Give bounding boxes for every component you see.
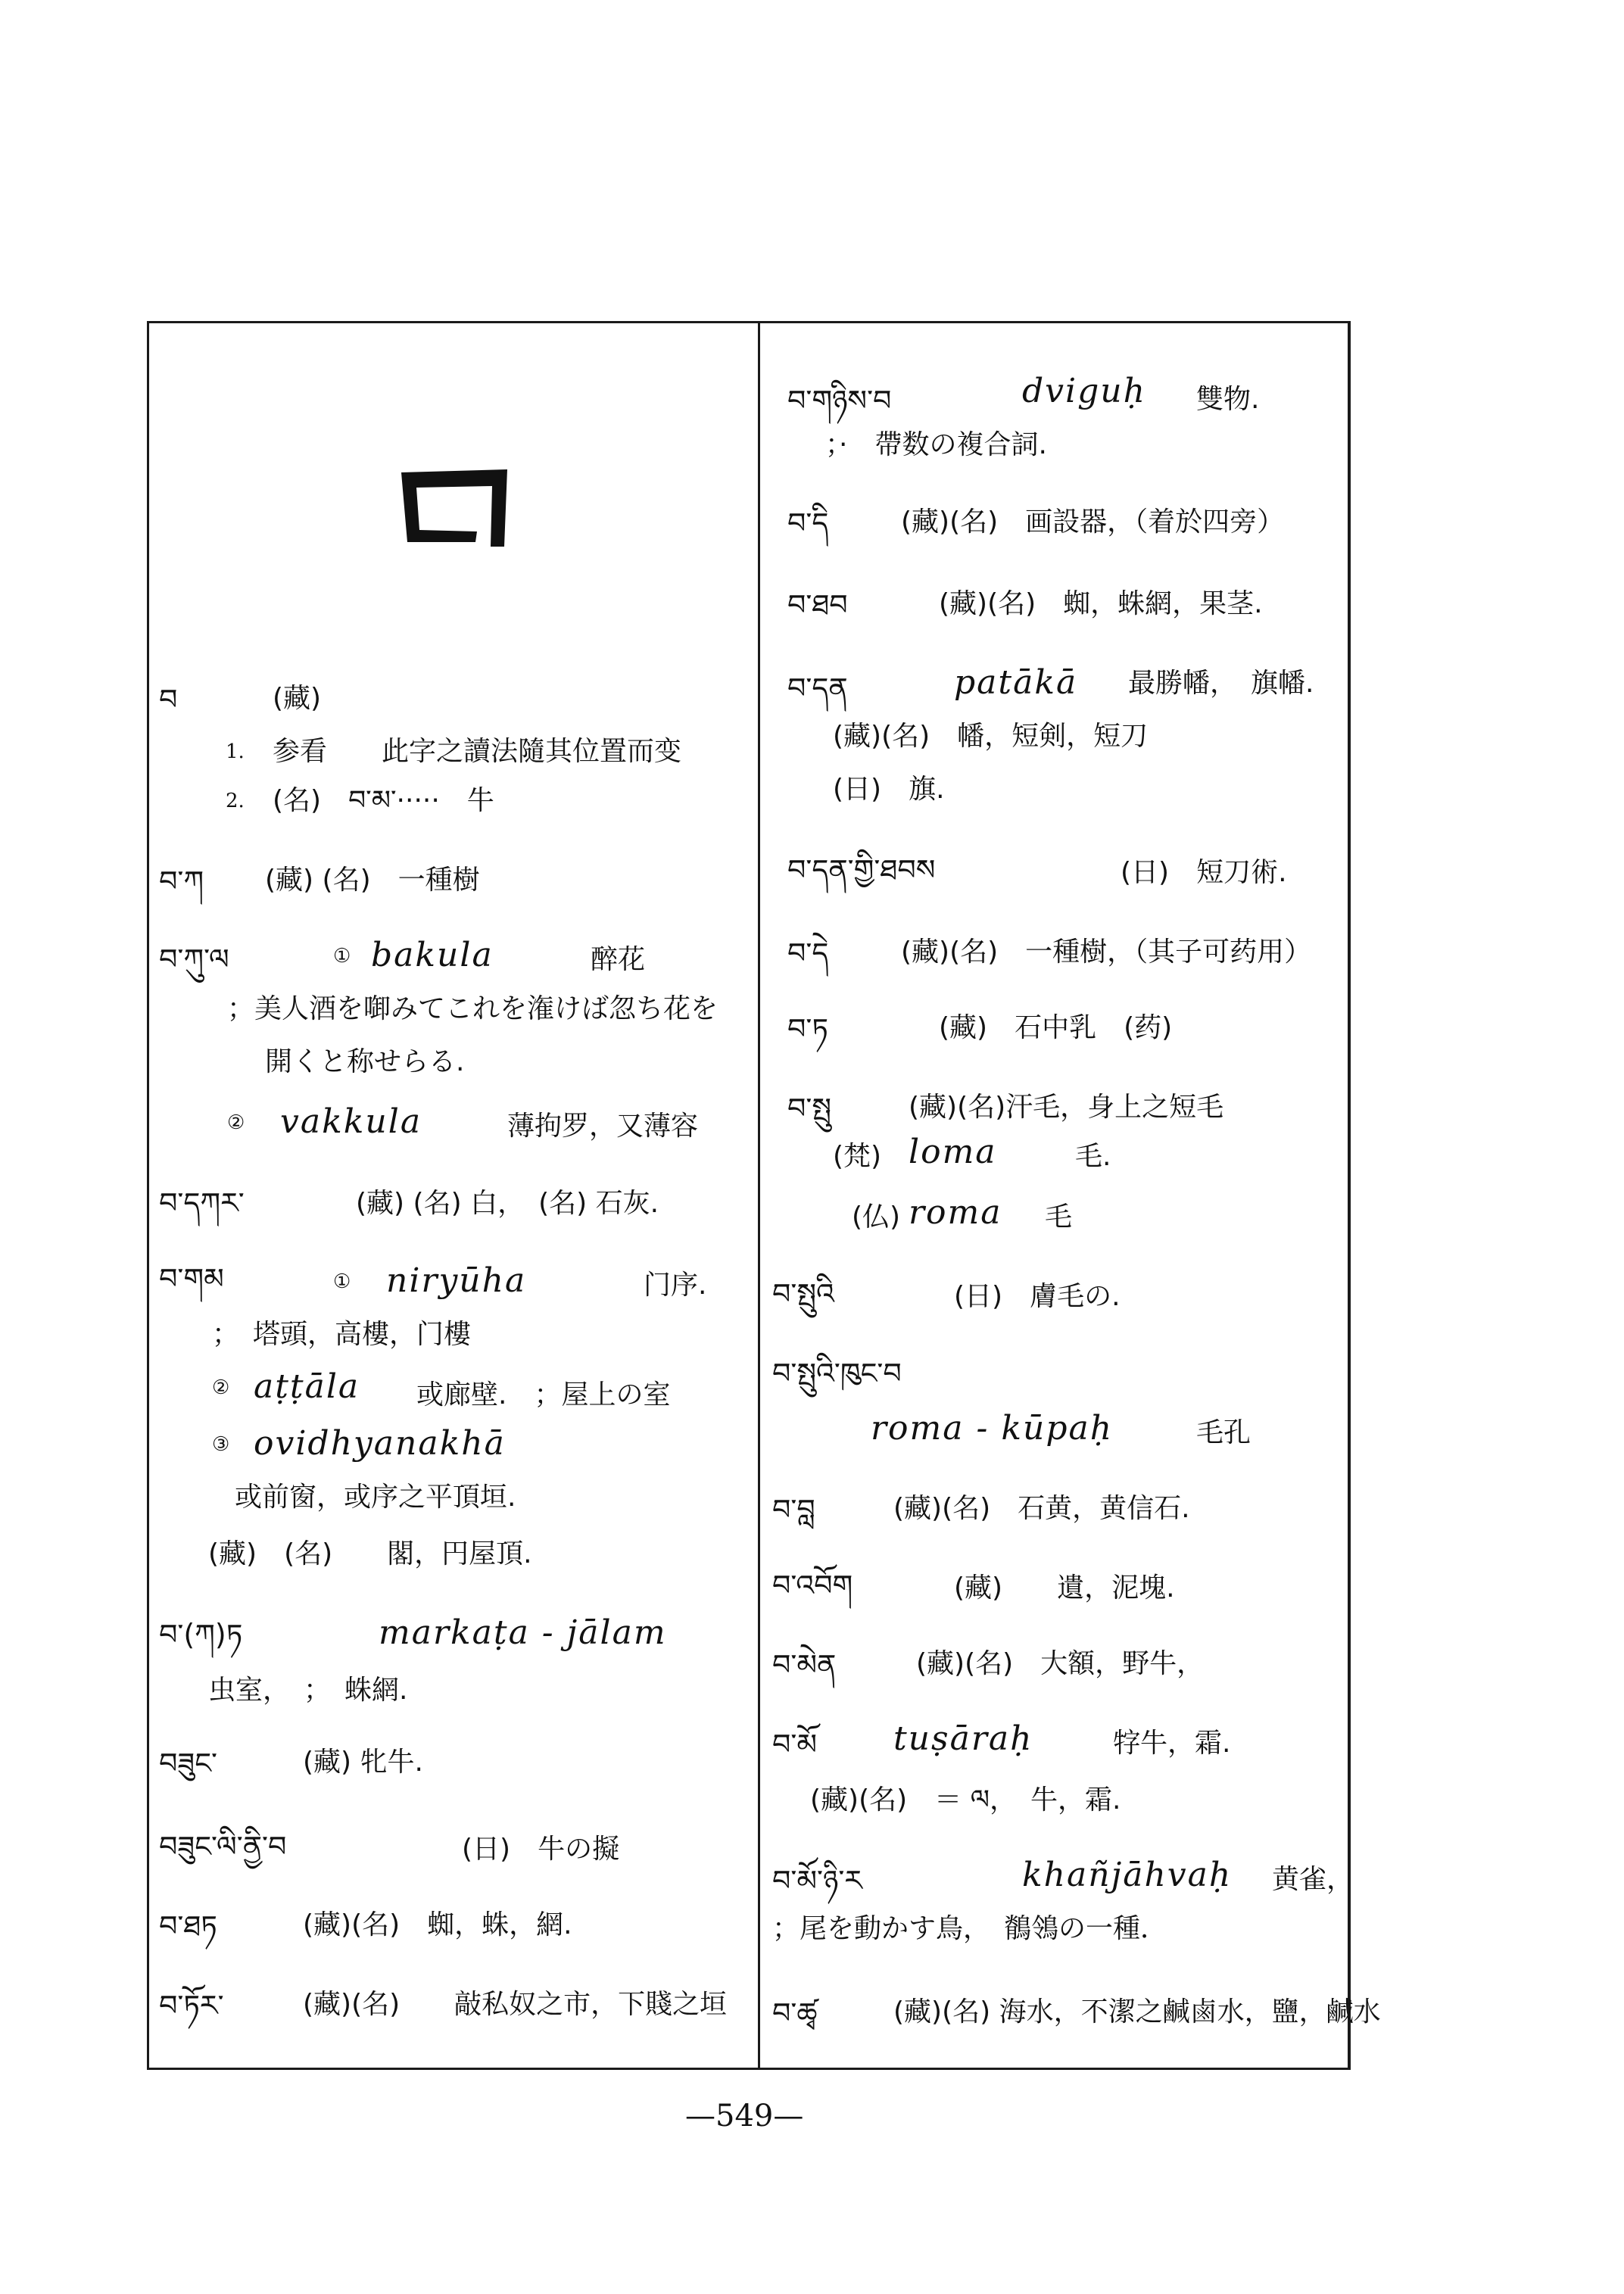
tibetan-headword: བ་སྤུ [787, 1092, 831, 1125]
sanskrit-term: vakkula [280, 1102, 422, 1141]
gloss-text: (藏)(名) 蜘，蛛，網. [303, 1909, 572, 1940]
gloss-text: 最勝幡， 旗幡. [1128, 668, 1314, 699]
gloss-text: ；美人酒を啣みてこれを潅けば忽ち花を [227, 993, 718, 1024]
tibetan-headword: བ་ཚྭ [772, 1996, 818, 2030]
gloss-text: 牸牛，霜. [1113, 1728, 1231, 1759]
tibetan-headword: བ་དེ [787, 937, 829, 970]
sanskrit-term: khañjāhvaḥ [1022, 1856, 1233, 1894]
gloss-text: (日) 旗. [833, 774, 945, 805]
gloss-text: 開くと称せらる. [265, 1046, 465, 1077]
sanskrit-term: roma - kūpaḥ [871, 1409, 1114, 1448]
tibetan-headword: བ་མེན [772, 1648, 837, 1682]
entry-number: 2. [226, 790, 245, 812]
gloss-text: (藏)(名) ＝ ལ， 牛，霜. [810, 1784, 1121, 1816]
gloss-text: 参看 此字之讀法隨其位置而变 [273, 736, 682, 767]
gloss-text: (藏)(名) 蜘，蛛網，果茎. [939, 588, 1263, 619]
gloss-text: (藏) 石中乳 (药) [939, 1012, 1173, 1043]
gloss-text: (藏)(名) 画設器，（着於四旁） [901, 506, 1285, 538]
gloss-text: ；尾を動かす鳥， 鶺鴒の一種． [772, 1913, 1168, 1944]
entry-number: ② [212, 1376, 230, 1399]
gloss-text: (藏)(名)汗毛，身上之短毛 [909, 1092, 1224, 1123]
tibetan-headword: བ་མོ [772, 1728, 818, 1761]
tibetan-headword: བ་དན [787, 672, 848, 705]
gloss-text: (藏)(名) 石黄，黄信石. [893, 1493, 1190, 1524]
gloss-text: (藏)(名) 敲私奴之市，下賤之垣 [303, 1989, 728, 2020]
gloss-text: (藏)(名) 大額，野牛， [916, 1648, 1205, 1679]
entry-number: ① [333, 945, 351, 968]
sanskrit-term: aṭṭāla [254, 1367, 360, 1406]
tibetan-headword: བ་བླ [772, 1493, 815, 1526]
gloss-text: (梵) [833, 1141, 882, 1172]
tibetan-headword: བ་གཉིས་བ [787, 384, 892, 417]
gloss-text: (日) 膚毛の. [954, 1281, 1121, 1312]
gloss-text: ；· 帶数の複合詞. [825, 429, 1047, 460]
sanskrit-term: roma [909, 1193, 1002, 1232]
tibetan-headword: བ་དཀར་ [159, 1186, 245, 1220]
gloss-text: 或前窗，或序之平頂垣. [235, 1482, 516, 1513]
tibetan-headword: བཟུང་ [159, 1747, 218, 1780]
tibetan-headword: བཟུང་ལི་ནྱི་བ [159, 1830, 287, 1863]
tibetan-headword: བ་ཀུ་ལ [159, 943, 229, 976]
tibetan-headword: བ་སྤུའི་ཁུང་བ [772, 1357, 902, 1390]
tibetan-headword: བ་དི [787, 506, 829, 540]
gloss-text: (日) 牛の擬 [462, 1834, 620, 1865]
tibetan-headword: བ་དན་གྱི་ཐབས [787, 853, 936, 887]
tibetan-headword: བ་ཏ [787, 1012, 828, 1046]
gloss-text: (藏) (名) 一種樹 [265, 865, 480, 896]
tibetan-headword: བ་མོ་ཉི་ར [772, 1864, 862, 1897]
gloss-text: 或廊壁. ；屋上の室 [416, 1379, 671, 1410]
sanskrit-term: dviguḥ [1022, 372, 1146, 410]
gloss-text: 毛. [1075, 1141, 1111, 1172]
gloss-text: 黄雀， [1272, 1864, 1354, 1895]
sanskrit-term: bakula [371, 936, 494, 974]
gloss-text: (日) 短刀術. [1121, 857, 1287, 888]
entry-number: ② [227, 1111, 245, 1134]
sanskrit-term: patākā [954, 663, 1078, 702]
gloss-text: ； 塔頭，高樓，门樓 [212, 1319, 472, 1350]
entry-number: ① [333, 1270, 351, 1293]
gloss-text: 醉花 [591, 944, 646, 975]
sanskrit-term: niryūha [386, 1261, 527, 1300]
tibetan-headword: བ་ཐཏ [159, 1909, 217, 1943]
gloss-text: 虫室， ； 蛛網. [208, 1675, 408, 1706]
sanskrit-term: loma [909, 1133, 997, 1171]
entry-number: 1. [226, 740, 245, 763]
entry-number: ③ [212, 1433, 230, 1456]
tibetan-headword: བ་ཏོར་ [159, 1989, 224, 2022]
gloss-text: (藏)(名) 海水，不潔之鹹鹵水，鹽，鹹水 [893, 1996, 1381, 2028]
gloss-text: 雙物. [1196, 384, 1260, 415]
header-letter-glyph [394, 463, 515, 554]
tibetan-headword: བ [159, 683, 178, 716]
tibetan-headword: བ་གམ [159, 1262, 224, 1295]
column-divider [758, 321, 760, 2070]
gloss-text: (藏) [273, 683, 322, 714]
tibetan-headword: བ་སྤུའི [772, 1277, 834, 1311]
gloss-text: (名) བ་མ་····· 牛 [273, 785, 494, 816]
gloss-text: 薄拘罗，又薄容 [507, 1111, 699, 1142]
gloss-text: 门序. [644, 1270, 707, 1301]
gloss-text: (藏)(名) 一種樹，（其子可药用） [901, 937, 1312, 968]
gloss-text: (藏) (名) 白， (名) 石灰. [356, 1188, 659, 1219]
sanskrit-term: markaṭa - jālam [379, 1613, 667, 1652]
gloss-text: (藏) 遺，泥塊. [954, 1572, 1175, 1604]
column-divider-top [758, 321, 760, 374]
sanskrit-term: tuṣāraḥ [893, 1719, 1033, 1758]
page-number: —549— [685, 2099, 804, 2133]
page-frame [147, 321, 1351, 2070]
gloss-text: 毛孔 [1196, 1417, 1252, 1448]
tibetan-headword: བ་ཐབ [787, 588, 848, 622]
tibetan-headword: བ་(ཀ)ཏ [159, 1618, 243, 1651]
tibetan-headword: བ་ཀ [159, 865, 204, 898]
sanskrit-term: ovidhyanakhā [254, 1424, 506, 1463]
gloss-text: 毛 [1045, 1202, 1073, 1233]
gloss-text: (藏) (名) 閣，円屋頂. [208, 1538, 532, 1569]
tibetan-headword: བ་འབོག [772, 1569, 853, 1602]
gloss-text: (仏) [852, 1202, 901, 1233]
gloss-text: (藏) 牝牛. [303, 1747, 423, 1778]
gloss-text: (藏)(名) 幡，短剣，短刀 [833, 721, 1149, 752]
